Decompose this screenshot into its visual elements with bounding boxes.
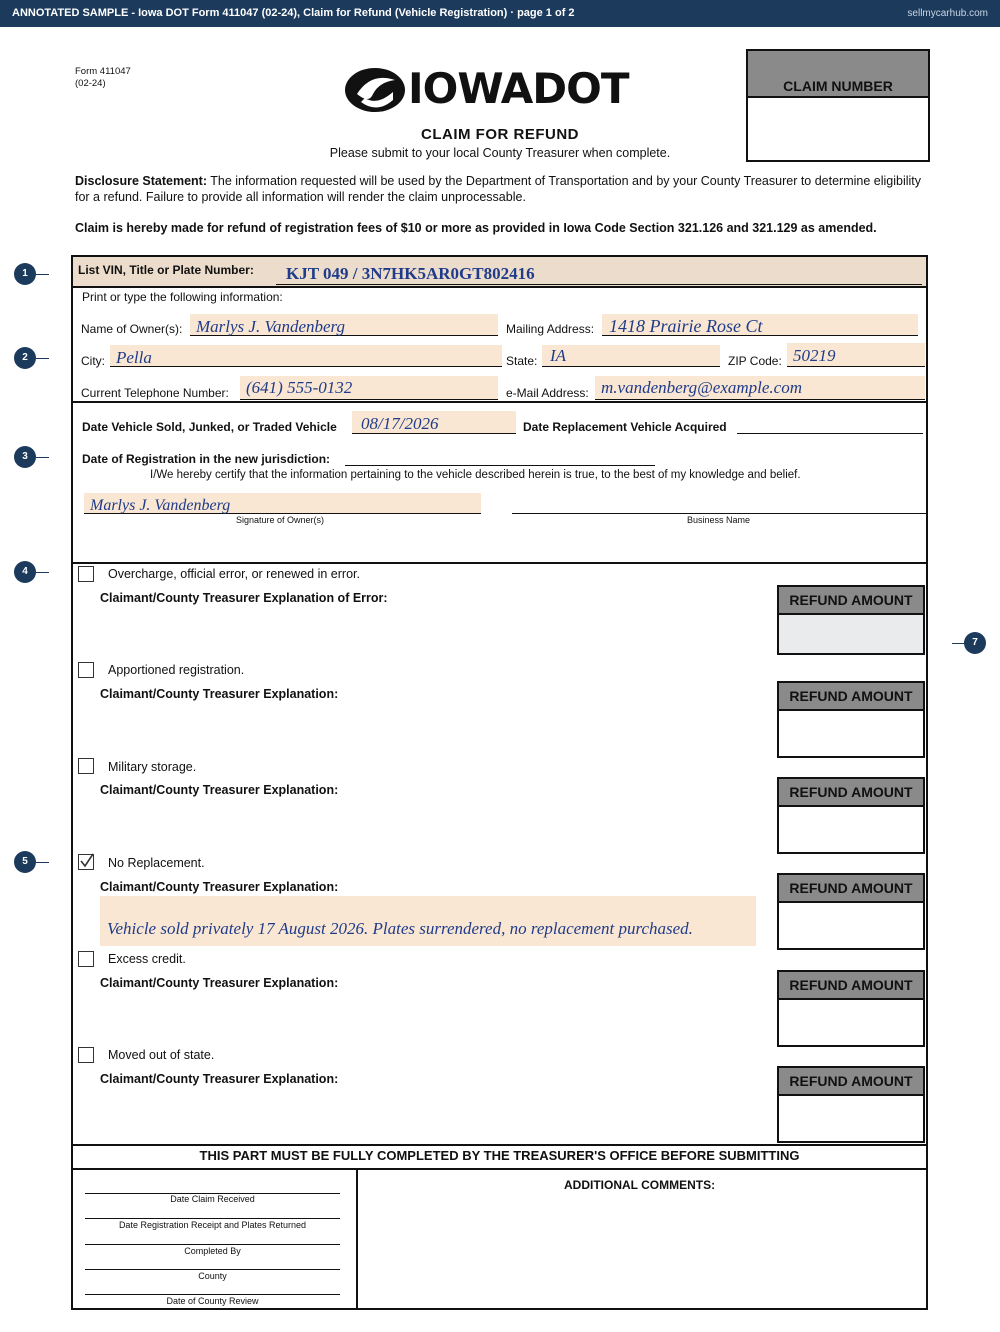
form-number: Form 411047 (75, 66, 131, 77)
refund-amount-box[interactable] (777, 1066, 925, 1143)
refund-amount-box[interactable] (777, 873, 925, 950)
city-value: Pella (116, 348, 152, 367)
additional-comments-field[interactable] (362, 1195, 922, 1303)
disclosure-statement (75, 173, 930, 205)
refund-amount-label: REFUND AMOUNT (779, 1068, 923, 1096)
iowa-dot-logo-icon (343, 64, 407, 116)
disclosure-label: Disclosure Statement: (75, 174, 207, 188)
print-instruction: Print or type the following information: (82, 290, 283, 304)
annotation-marker-7: 7 (964, 632, 986, 654)
completed-by-field[interactable] (85, 1231, 340, 1245)
checkmark-icon (78, 852, 96, 870)
disclosure-text: The information requested will be used by the Department of Transportation and by your County Treasurer to determine eligibility for a refund. Failure to provide all information will render the claim unprocessable. (75, 174, 922, 204)
marker-connector (36, 457, 49, 458)
annotation-marker-2: 2 (14, 347, 36, 369)
banner-title: ANNOTATED SAMPLE - Iowa DOT Form 411047 (02-24), Claim for Refund (Vehicle Registration) · page 1 of 2 (12, 7, 575, 19)
marker-connector (36, 358, 49, 359)
refund-amount-label: REFUND AMOUNT (779, 683, 923, 711)
claim-number-label: CLAIM NUMBER (783, 78, 893, 94)
marker-connector (36, 862, 49, 863)
state-label: State: (506, 354, 538, 368)
reason-label: Overcharge, official error, or renewed in error. (108, 567, 360, 581)
reason-label: Apportioned registration. (108, 663, 245, 677)
explanation-label: Claimant/County Treasurer Explanation: (100, 976, 339, 990)
business-name-label: Business Name (687, 515, 751, 525)
signature-label: Signature of Owner(s) (236, 515, 325, 525)
zip-value: 50219 (793, 346, 836, 365)
form-date: (02-24) (75, 78, 106, 89)
city-field[interactable] (110, 345, 502, 367)
zip-label: ZIP Code: (728, 354, 782, 368)
annotation-marker-4: 4 (14, 561, 36, 583)
reason-label: Moved out of state. (108, 1048, 215, 1062)
marker-connector (36, 274, 49, 275)
refund-amount-label: REFUND AMOUNT (779, 587, 923, 615)
marker-connector (36, 572, 49, 573)
military-storage-checkbox[interactable] (78, 758, 94, 774)
explanation-label: Claimant/County Treasurer Explanation of Error: (100, 591, 388, 605)
refund-amount-label: REFUND AMOUNT (779, 875, 923, 903)
email-label: e-Mail Address: (506, 386, 589, 400)
annotation-marker-3: 3 (14, 446, 36, 468)
logo-text: IOWADOT (408, 64, 629, 113)
county-review-date-field[interactable] (85, 1281, 340, 1295)
refund-amount-label: REFUND AMOUNT (779, 779, 923, 807)
treasurer-divider (356, 1170, 358, 1308)
explanation-label: Claimant/County Treasurer Explanation: (100, 1072, 339, 1086)
treasurer-field-label: Date Claim Received (170, 1194, 255, 1204)
annotation-marker-1: 1 (14, 263, 36, 285)
treasurer-field-label: Date Registration Receipt and Plates Returned (118, 1220, 307, 1230)
refund-amount-label: REFUND AMOUNT (779, 972, 923, 1000)
top-banner (0, 0, 1000, 27)
treasurer-banner-text: THIS PART MUST BE FULLY COMPLETED BY THE TREASURER'S OFFICE BEFORE SUBMITTING (199, 1148, 800, 1163)
registration-date-label: Date of Registration in the new jurisdiction: (82, 452, 331, 466)
annotation-marker-5: 5 (14, 851, 36, 873)
treasurer-field-label: Completed By (184, 1246, 241, 1256)
vin-label: List VIN, Title or Plate Number: (78, 263, 254, 277)
state-value: IA (550, 346, 567, 365)
explanation-label: Claimant/County Treasurer Explanation: (100, 687, 339, 701)
additional-comments-label: ADDITIONAL COMMENTS: (564, 1178, 716, 1192)
signature-value: Marlys J. Vandenberg (90, 497, 231, 514)
form-subtitle: Please submit to your local County Treasurer when complete. (329, 146, 671, 160)
apportioned-checkbox[interactable] (78, 662, 94, 678)
mailing-address-value: 1418 Prairie Rose Ct (609, 316, 763, 336)
reason-label: No Replacement. (108, 856, 205, 870)
banner-site-link[interactable]: sellmycarhub.com (907, 8, 988, 19)
explanation-label: Claimant/County Treasurer Explanation: (100, 783, 339, 797)
treasurer-field-label: County (198, 1271, 227, 1281)
vin-value: KJT 049 / 3N7HK5AR0GT802416 (286, 264, 535, 283)
refund-amount-box[interactable] (777, 681, 925, 758)
business-name-field[interactable] (512, 500, 926, 514)
address-label: Mailing Address: (506, 322, 595, 336)
county-field[interactable] (85, 1256, 340, 1270)
email-value: m.vandenberg@example.com (601, 378, 802, 397)
registration-date-field[interactable] (345, 451, 655, 466)
form-title: CLAIM FOR REFUND (421, 126, 579, 143)
treasurer-field-label: Date of County Review (166, 1296, 259, 1306)
form-number-block (75, 66, 131, 90)
refund-amount-box[interactable] (777, 585, 925, 655)
phone-label: Current Telephone Number: (81, 386, 229, 400)
no-replacement-explanation-value: Vehicle sold privately 17 August 2026. Plates surrendered, no replacement purchased. (107, 919, 693, 938)
moved-out-of-state-checkbox[interactable] (78, 1047, 94, 1063)
reason-label: Excess credit. (108, 952, 186, 966)
reason-label: Military storage. (108, 760, 197, 774)
certification-text: I/We hereby certify that the information pertaining to the vehicle described herein is true, to the best of my knowledge and belief. (150, 469, 801, 481)
owner-label: Name of Owner(s): (81, 322, 183, 336)
acquired-date-field[interactable] (737, 418, 923, 434)
claim-number-header (748, 51, 928, 98)
acquired-date-label: Date Replacement Vehicle Acquired (523, 420, 727, 434)
refund-amount-box[interactable] (777, 970, 925, 1047)
owner-name-value: Marlys J. Vandenberg (196, 317, 346, 336)
city-label: City: (81, 354, 105, 368)
claim-statement: Claim is hereby made for refund of registration fees of $10 or more as provided in Iowa Code Section 321.126 and 321.129 as amended. (75, 221, 877, 235)
sold-date-label: Date Vehicle Sold, Junked, or Traded Vehicle (82, 420, 337, 434)
excess-credit-checkbox[interactable] (78, 951, 94, 967)
refund-amount-box[interactable] (777, 777, 925, 854)
state-field[interactable] (542, 345, 720, 367)
sold-date-value: 08/17/2026 (361, 414, 439, 433)
overcharge-checkbox[interactable] (78, 566, 94, 582)
phone-value: (641) 555-0132 (246, 378, 353, 397)
explanation-label: Claimant/County Treasurer Explanation: (100, 880, 339, 894)
date-plates-returned-field[interactable] (85, 1205, 340, 1219)
date-claim-received-field[interactable] (85, 1180, 340, 1194)
